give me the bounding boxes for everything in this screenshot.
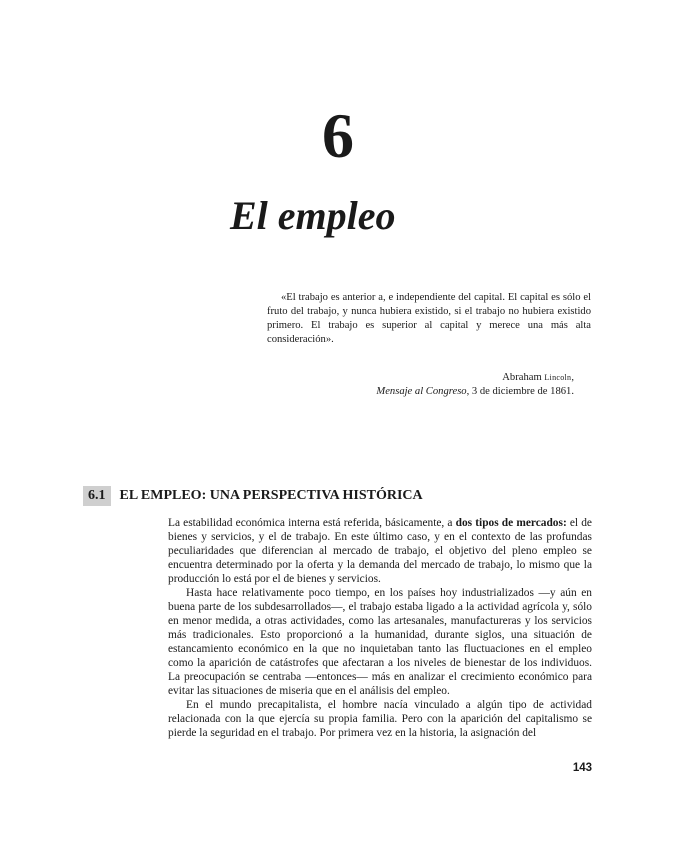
paragraph-1 [168,516,592,586]
author-first-name: Abraham [502,372,545,383]
source-date: , 3 de diciembre de 1861. [466,386,574,397]
paragraph-1-bold: dos tipos de mercados: [455,517,567,529]
paragraph-1-start: La estabilidad económica interna está referida, básicamente, a [168,517,456,529]
section-title: EL EMPLEO: UNA PERSPECTIVA HISTÓRICA [119,488,423,503]
body-text [168,516,592,740]
section-heading [83,486,423,506]
chapter-number: 6 [322,100,354,171]
epigraph-author: Abraham Lincoln, [502,372,574,383]
epigraph-source [376,385,574,399]
section-number: 6.1 [83,486,111,506]
paragraph-1-end: el de bienes y servicios, y el de trabajo. En este último caso, y en el contexto de las profundas peculiaridades que diferencian al mercado de trabajo, el objetivo del pleno empleo se encuentra determinado por la oferta y la demanda del mercado de trabajo, lo mismo que la producción lo está por el de bienes y servicios. [168,517,592,585]
paragraph-2: Hasta hace relativamente poco tiempo, en los países hoy industrializados —y aún en buena parte de los subdesarrollados—, el trabajo estaba ligado a la actividad agrícola y, sólo en menor medida, a otras actividades, como las artesanales, manufactureras y los servicios más tradicionales. Esto proporcionó a la humanidad, durante siglos, una situación de estancamiento económico en la que no inquietaban tanto las fluctuaciones en el empleo como la aparición de catástrofes que afectaran a los niveles de bienestar de los individuos. La preocupación se centraba —entonces— más en analizar el crecimiento económico para evitar las situaciones de miseria que en el análisis del empleo. [168,587,592,697]
author-last-name: Lincoln [544,373,572,382]
chapter-title: El empleo [230,193,396,238]
page-number: 143 [572,762,592,774]
paragraph-3: En el mundo precapitalista, el hombre nacía vinculado a algún tipo de actividad relacionada con la que ejercía su propia familia. Pero con la aparición del capitalismo se pierde la seguridad en el trabajo. Por primera vez en la historia, la asignación del [168,699,592,739]
source-title: Mensaje al Congreso [376,386,467,397]
epigraph [267,291,591,347]
epigraph-quote: «El trabajo es anterior a, e independiente del capital. El capital es sólo el fruto del trabajo, y nunca hubiera existido, si el trabajo no hubiera existido primero. El trabajo es superior al capital y merece una más alta consideración». [267,292,591,345]
